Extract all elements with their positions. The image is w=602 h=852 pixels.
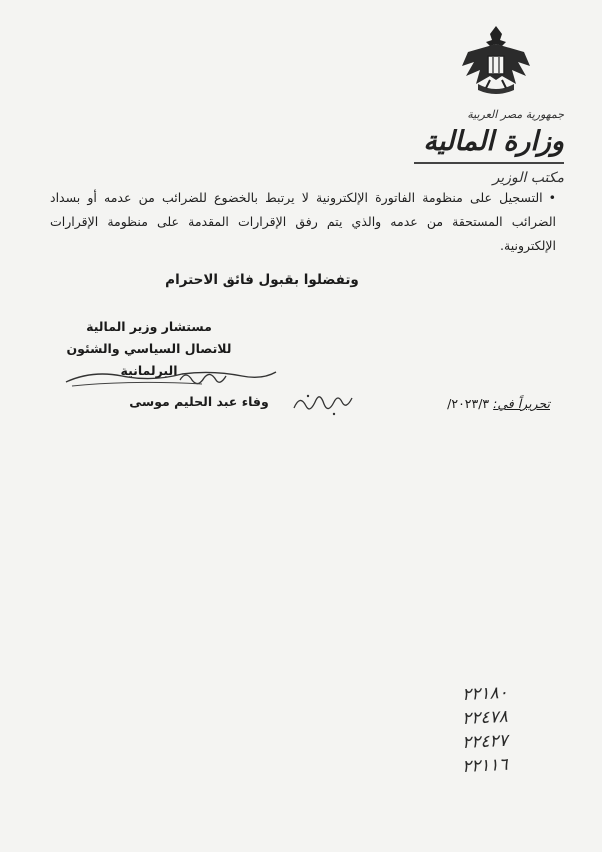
closing-salutation: وتفضلوا بقبول فائق الاحترام xyxy=(165,272,359,288)
eagle-emblem-icon xyxy=(456,22,536,100)
body-paragraph xyxy=(50,186,556,258)
ministry-title: وزارة المالية xyxy=(423,126,564,157)
signer-name: وفاء عبد الحليم موسى xyxy=(129,394,269,409)
handwritten-number: ٢٢٤٢٧ xyxy=(461,730,509,754)
handwritten-number: ٢٢١٨٠ xyxy=(461,682,509,706)
signature-title-line1: مستشار وزير المالية xyxy=(86,319,212,334)
date-value: ٢٠٢٣/٣/ xyxy=(447,396,490,411)
handwritten-number: ٢٢١١٦ xyxy=(461,754,509,778)
bullet-icon: • xyxy=(548,190,556,205)
signature-scribble-icon xyxy=(62,360,282,396)
paragraph-text: التسجيل على منظومة الفاتورة الإلكترونية لا يرتبط بالخضوع للضرائب من عدمه أو بسداد الضرائب المستحقة من عدمه والذي يتم رفق الإقرارات المقدمة على منظومة الإقرارات الإلكترونية. xyxy=(50,190,556,253)
date-line xyxy=(400,396,550,411)
republic-label: جمهورية مصر العربية xyxy=(467,108,564,121)
letterhead xyxy=(414,22,564,186)
tahiyati-handwriting-icon xyxy=(288,388,358,420)
date-label: تحريراً في: xyxy=(493,396,550,411)
handwritten-numbers xyxy=(462,680,582,776)
header-divider xyxy=(414,162,564,164)
signature-title-line2: للاتصال السياسي والشئون البرلمانية xyxy=(66,341,232,378)
handwritten-number: ٢٢٤٧٨ xyxy=(461,706,509,730)
office-label: مكتب الوزير xyxy=(492,170,564,186)
